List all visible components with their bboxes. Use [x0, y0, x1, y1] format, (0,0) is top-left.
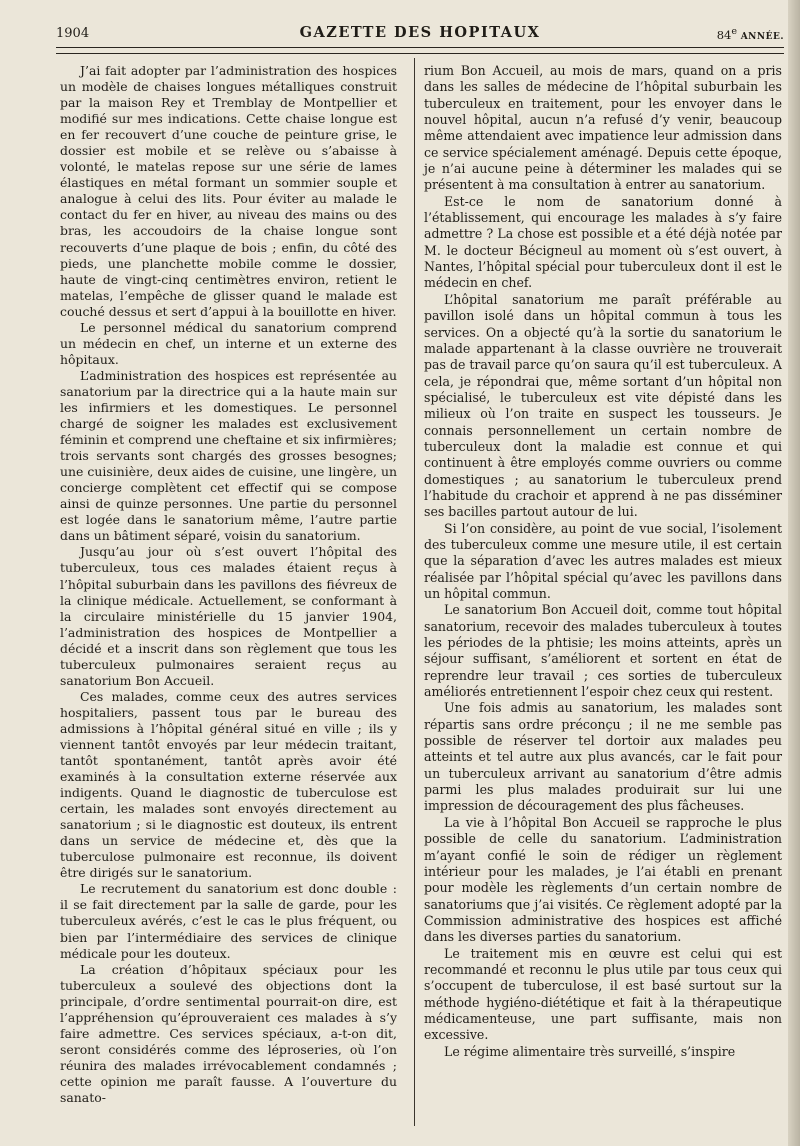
- paragraph: Une fois admis au sanatorium, les malades sont répartis sans ordre préconçu ; il ne me semble pas possible de réserver tel dortoir aux malades peu atteints et tel autre aux plus avancés, car le fait pour un tuberculeux arrivant au sanatorium d’être admis parmi les plus malades produirait sur lui une impression de découragement des plus fâcheuses.: [424, 700, 782, 814]
- header-volume-word: ANNÉE.: [740, 31, 784, 42]
- paragraph: Est-ce le nom de sanatorium donné à l’établissement, qui encourage les malades à s’y faire admettre ? La chose est possible et a été déjà notée par M. le docteur Bécigneul au moment où s’est ouvert, à Nantes, l’hôpital spécial pour tuberculeux dont il est le médecin en chef.: [424, 193, 782, 291]
- paragraph: La création d’hôpitaux spéciaux pour les tuberculeux a soulevé des objections dont la principale, d’ordre sentimental pourrait-on dire, est l’appréhension qu’éprouveraient ces malades à s’y faire admettre. Ces services spéciaux, a-t-on dit, seront considérés comme des léproseries, où l’on réunira des malades irrévocablement condamnés ; cette opinion me paraît fausse. A l’ouverture du sanato-: [60, 961, 397, 1105]
- header-volume-suffix: e: [731, 26, 738, 37]
- left-column: [60, 63, 397, 1106]
- header-rule-top: [56, 47, 784, 48]
- paragraph: L’administration des hospices est représentée au sanatorium par la directrice qui a la haute main sur les infirmiers et les domestiques. Le personnel chargé de soigner les malades est exclusivement féminin et comprend une cheftaine et six infirmières; trois servants sont chargés des grosses besognes; une cuisinière, deux aides de cuisine, une lingère, un concierge complètent cet effectif qui se compose ainsi de quinze personnes. Une partie du personnel est logée dans le sanatorium même, l’autre partie dans un bâtiment séparé, voisin du sanatorium.: [60, 367, 397, 544]
- page-edge: [788, 0, 800, 1146]
- paragraph: rium Bon Accueil, au mois de mars, quand on a pris dans les salles de médecine de l’hôpital suburbain les tuberculeux en traitement, pour les envoyer dans le nouvel hôpital, aucun n’a refusé d’y venir, beaucoup même attendaient avec impatience leur admission dans ce service spécialement aménagé. Depuis cette époque, je n’ai aucune peine à déterminer les malades qui se présentent à ma consultation à entrer au sanatorium.: [424, 63, 782, 193]
- column-divider: [414, 58, 415, 1126]
- paragraph: Le régime alimentaire très surveillé, s’inspire: [444, 1043, 736, 1059]
- page-header: [56, 22, 784, 46]
- paragraph: Le personnel médical du sanatorium comprend un médecin en chef, un interne et un externe des hôpitaux.: [60, 319, 397, 367]
- paragraph: Le traitement mis en œuvre est celui qui est recommandé et reconnu le plus utile par tous ceux qui s’occupent de tuberculose, il est basé surtout sur la méthode hygiéno-diététique et fait à la thérapeutique médicamenteuse, une part suffisante, mais non excessive.: [424, 945, 782, 1043]
- paragraph: Si l’on considère, au point de vue social, l’isolement des tuberculeux comme une mesure utile, il est certain que la séparation d’avec les autres malades est mieux réalisée par l’hôpital spécial qu’avec les pavillons dans un hôpital commun.: [424, 520, 782, 601]
- paragraph: Jusqu’au jour où s’est ouvert l’hôpital des tuberculeux, tous ces malades étaient reçus à l’hôpital suburbain dans les pavillons des fiévreux de la clinique médicale. Actuellement, se conformant à la circulaire ministérielle du 15 janvier 1904, l’administration des hospices de Montpellier a décidé et a inscrit dans son règlement que tous les tuberculeux pulmonaires seraient reçus au sanatorium Bon Accueil.: [60, 544, 397, 688]
- right-column: [424, 63, 782, 1060]
- paragraph: J’ai fait adopter par l’administration des hospices un modèle de chaises longues métalliques construit par la maison Rey et Tremblay de Montpellier et modifié sur mes indications. Cette chaise longue est en fer recouvert d’une couche de peinture grise, le dossier est mobile et se relève ou s’abaisse à volonté, le matelas repose sur une série de lames élastiques en métal formant un sommier souple et analogue à celui des lits. Pour éviter au malade le contact du fer en hiver, au niveau des mains ou des bras, les accoudoirs de la chaise longue sont recouverts d’une plaque de bois ; enfin, du côté des pieds, une planchette mobile comme le dossier, haute de vingt-cinq centimètres environ, retient le matelas, l’empêche de glisser quand le malade est couché dessus et sert d’appui à la bouillotte en hiver.: [60, 63, 397, 319]
- paragraph: Le recrutement du sanatorium est donc double : il se fait directement par la salle de garde, pour les tuberculeux avérés, c’est le cas le plus fréquent, ou bien par l’intermédiaire des services de clinique médicale pour les douteux.: [60, 881, 397, 961]
- header-volume-number: 84: [716, 27, 732, 42]
- paragraph: L’hôpital sanatorium me paraît préférable au pavillon isolé dans un hôpital commun à tous les services. On a objecté qu’à la sortie du sanatorium le malade appartenant à la classe ouvrière ne trouverait pas de travail parce qu’on saura qu’il est tuberculeux. A cela, je répondrai que, même sortant d’un hôpital non spécialisé, le tuberculeux est vite dépisté dans les milieux où l’on traite en suspect les tousseurs. Je connais personnellement un certain nombre de tuberculeux dont la maladie est connue et qui continuent à être employés comme ouvriers ou comme domestiques ; au sanatorium le tuberculeux prend l’habitude du crachoir et apprend à ne pas disséminer ses bacilles partout autour de lui.: [424, 291, 782, 520]
- header-volume: [717, 26, 784, 42]
- header-title: GAZETTE DES HOPITAUX: [299, 24, 541, 41]
- paragraph: La vie à l’hôpital Bon Accueil se rapproche le plus possible de celle du sanatorium. L’administration m’ayant confié le soin de rédiger un règlement intérieur pour les malades, je l’ai établi en prenant pour modèle les règlements d’un certain nombre de sanatoriums que j’ai visités. Ce règlement adopté par la Commission administrative des hospices est affiché dans les diverses parties du sanatorium.: [424, 814, 782, 945]
- header-year: 1904: [56, 26, 90, 41]
- paragraph: Le sanatorium Bon Accueil doit, comme tout hôpital sanatorium, recevoir des malades tuberculeux à toutes les périodes de la phtisie; les moins atteints, après un séjour suffisant, s’améliorent et sortent en état de reprendre leur travail ; ces sorties de tuberculeux améliorés entretiennent l’espoir chez ceux qui restent.: [424, 602, 782, 700]
- header-rule-bottom: [56, 53, 784, 54]
- paragraph: Ces malades, comme ceux des autres services hospitaliers, passent tous par le bureau des admissions à l’hôpital général situé en ville ; ils y viennent tantôt envoyés par leur médecin traitant, tantôt spontanément, tantôt après avoir été examinés à la consultation externe réservée aux indigents. Quand le diagnostic de tuberculose est certain, les malades sont envoyés directement au sanatorium ; si le diagnostic est douteux, ils entrent dans un service de médecine et, dès que la tuberculose pulmonaire est reconnue, ils doivent être dirigés sur le sanatorium.: [60, 688, 397, 881]
